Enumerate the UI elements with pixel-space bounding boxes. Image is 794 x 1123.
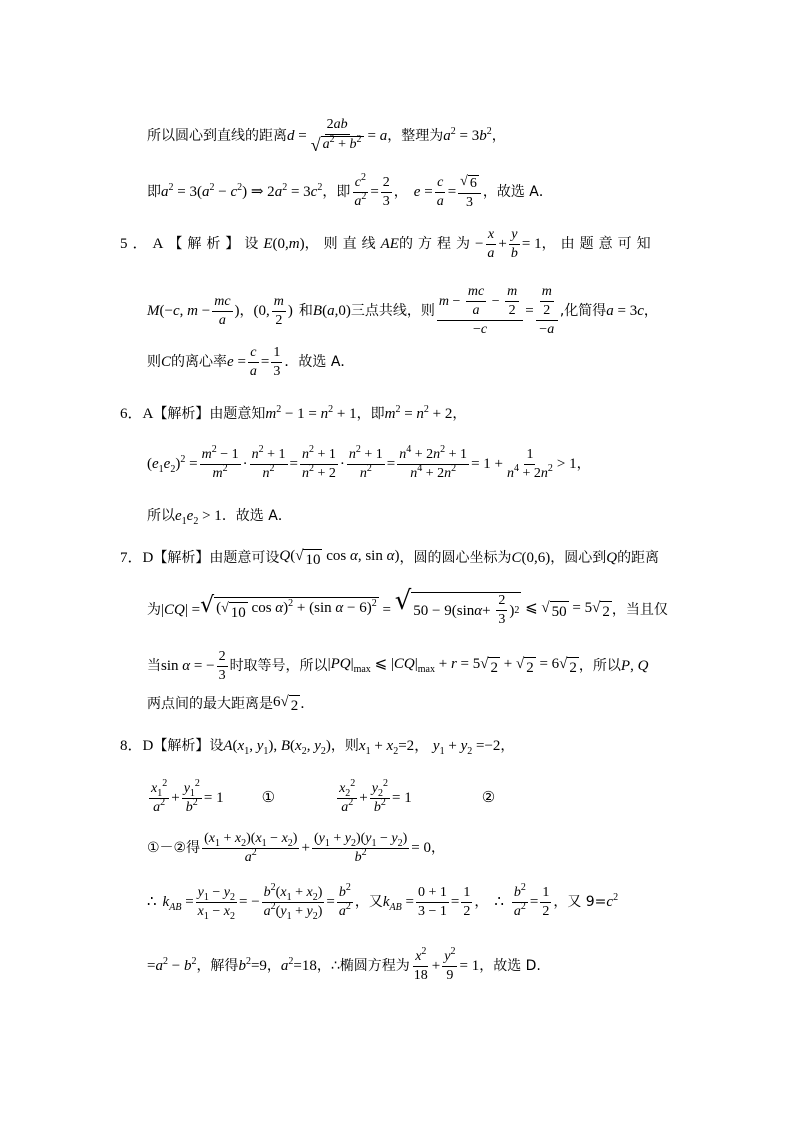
text: 设 xyxy=(209,738,224,754)
formula: E(0,m) xyxy=(263,236,305,252)
text: ， xyxy=(452,406,467,422)
formula: $|PQ|_{max}$ ⩽ $|CQ|_{max} + r = 5$ √ 2 + √ 2 = 6 √ 2 xyxy=(327,656,577,676)
formula: = xyxy=(447,184,457,200)
text: 时取等号，所以 xyxy=(229,658,328,674)
tag: 【解析】 xyxy=(168,236,245,252)
tag: 【解析】 xyxy=(153,738,210,754)
formula: = xyxy=(326,894,335,910)
answer: A xyxy=(152,236,169,252)
formula: M(−c, m − xyxy=(147,303,211,319)
text: ， xyxy=(643,303,658,319)
formula: = 1 xyxy=(203,790,224,806)
text: 由题意可设 xyxy=(209,550,280,566)
fraction: $\frac{n^2 + 1}{n^2}$ xyxy=(251,443,286,481)
formula: = xyxy=(525,303,534,319)
text: ，则 xyxy=(330,738,359,754)
problem-7-line-3 xyxy=(147,646,754,686)
formula: = xyxy=(450,894,460,910)
formula: + xyxy=(171,790,180,806)
text: ， xyxy=(576,456,591,472)
fraction: $(x_1 + x_2)(x_1 - x_2)$ $a^2$ xyxy=(204,830,298,865)
formula: e = xyxy=(413,184,433,200)
fraction: $\frac{b^2}{a^2}$ xyxy=(338,881,351,919)
fraction: $\frac{\frac{m}{2}}{-a}$ xyxy=(536,284,558,338)
fraction: √ 6 3 xyxy=(458,174,481,211)
formula: $m^2 - 1 = n^2 + 1$ xyxy=(265,404,357,422)
fraction: m 2 xyxy=(273,293,284,328)
formula: = a xyxy=(367,128,388,144)
tag: 【解析】 xyxy=(153,406,210,422)
formula: = xyxy=(260,354,270,370)
text: ，当且仅 xyxy=(611,602,668,618)
formula: Q xyxy=(606,550,618,566)
formula: $a^2 = 3(a^2 - c^2)$ ⇒ $2a^2 = 3c^2$ xyxy=(161,182,323,200)
formula: a = 3c xyxy=(606,303,644,319)
formula: · xyxy=(242,456,248,472)
formula: + xyxy=(301,840,310,856)
problem-5-line-2 xyxy=(147,286,754,336)
formula: $c^2$ xyxy=(606,892,619,910)
formula: C xyxy=(161,354,172,370)
formula: · xyxy=(339,456,345,472)
problem-8-line-2 xyxy=(147,776,754,820)
fraction: $\frac{m^2 - 1}{m^2}$ xyxy=(201,443,239,481)
therefore: ∴ xyxy=(494,894,504,910)
formula: $k_{AB}$ = xyxy=(382,894,414,913)
formula: = xyxy=(289,456,298,472)
formula: B(a,0) xyxy=(312,303,351,319)
formula: C(0,6) xyxy=(511,550,551,566)
text: 两点间的最大距离是 xyxy=(147,696,273,712)
text: ，所以 xyxy=(578,658,621,674)
text: ， xyxy=(431,840,446,856)
fraction: $\frac{1}{2}$ xyxy=(463,884,471,919)
line-2 xyxy=(147,172,754,212)
fraction: $\frac{1}{3}$ xyxy=(273,344,281,379)
text: 所以圆心到直线的距离 xyxy=(147,128,287,144)
text: ， xyxy=(266,958,281,974)
text: ，圆的圆心坐标为 xyxy=(399,550,512,566)
text: 则 xyxy=(147,354,161,370)
fraction: $\frac{n^4 + 2n^2 + 1}{n^4 + 2n^2}$ xyxy=(399,443,468,481)
formula: ) xyxy=(287,303,293,319)
text: ，又 9= xyxy=(553,894,607,910)
fraction: $\frac{y_2^2}{b^2}$ xyxy=(371,777,388,815)
text: ， xyxy=(239,303,254,319)
problem-7-line-1 xyxy=(120,546,754,570)
formula: = 1 xyxy=(521,236,542,252)
formula: = 0 xyxy=(411,840,432,856)
formula: AE xyxy=(380,236,399,252)
formula: $x_1 + x_2=2$， $y_1 + y_2 =-2$ xyxy=(358,738,501,757)
text: 的方程为 xyxy=(398,236,475,252)
formula: + xyxy=(498,236,507,252)
text: 由题意知 xyxy=(209,406,266,422)
formula: $(e_1e_2)^2$ = xyxy=(147,454,198,475)
problem-8-line-5 xyxy=(147,944,754,988)
formula: = xyxy=(386,456,396,472)
formula: sin α = − xyxy=(161,658,215,674)
text: 的距离 xyxy=(617,550,660,566)
circled-one: ① xyxy=(261,790,276,806)
formula: = xyxy=(378,602,395,618)
formula: ⩽ √ 50 = 5 √ 2 xyxy=(521,600,610,620)
text: ,化简得 xyxy=(559,303,607,319)
text: 三点共线，则 xyxy=(350,303,435,319)
text: ，解得 xyxy=(196,958,239,974)
problem-5-line-3 xyxy=(147,342,754,382)
formula: + xyxy=(359,790,368,806)
therefore: ∴ xyxy=(147,894,157,910)
fraction: $\frac{c}{a}$ xyxy=(249,344,257,379)
text: 的离心率 xyxy=(171,354,228,370)
formula: e = xyxy=(227,354,246,370)
text: 为 xyxy=(147,602,161,618)
text: 所以 xyxy=(147,508,175,524)
problem-8-line-3 xyxy=(147,826,754,870)
fraction: $\frac{(y_1 + y_2)(y_1 - y_2)}{b^2}$ xyxy=(313,830,408,865)
formula: ) xyxy=(234,303,240,319)
text: 和 xyxy=(298,303,313,319)
formula: = 1 xyxy=(459,958,480,974)
fraction: $x_2^2$ $a^2$ xyxy=(339,777,356,815)
text: 设 xyxy=(244,236,264,252)
formula: $a^2 = 3b^2$ xyxy=(443,126,492,144)
fraction: m − mc a − m 2 −c xyxy=(437,284,523,338)
fraction: $\frac{1}{n^4 + 2n^2}$ xyxy=(506,446,553,481)
fraction: $\frac{n^2 + 1}{n^2 + 2}$ xyxy=(301,443,336,481)
fraction: $\frac{1}{2}$ xyxy=(542,884,550,919)
formula: P, Q xyxy=(620,658,649,674)
fraction: $\frac{0 + 1}{3 - 1}$ xyxy=(417,884,447,919)
fraction: $\frac{y^2}{9}$ xyxy=(444,945,456,983)
text: ，故选 A． xyxy=(482,184,553,200)
formula: $k_{AB}$ = xyxy=(162,894,194,913)
text: ．故选 A． xyxy=(284,354,355,370)
text: ． xyxy=(300,696,315,712)
formula: $b^2=9$ xyxy=(238,956,267,974)
fraction: $\frac{2}{3}$ xyxy=(218,648,226,683)
text: ， xyxy=(393,184,408,200)
formula: 6 √ 2 xyxy=(273,694,299,714)
fraction: 2ab √ $a^2 + b^2$ xyxy=(310,116,362,155)
text: ，故选 D. xyxy=(479,958,541,974)
answer: D xyxy=(142,738,154,754)
fraction: $\frac{y_1^2}{b^2}$ xyxy=(183,777,200,815)
formula: $m^2 = n^2 + 2$ xyxy=(384,404,453,422)
fraction: $\frac{x}{a}$ xyxy=(487,226,495,261)
text: ，即 xyxy=(322,184,351,200)
text: ， xyxy=(500,738,515,754)
formula: $=a^2 - b^2$ xyxy=(147,956,197,974)
fraction: $\frac{y_1 - y_2}{x_1 - x_2}$ xyxy=(197,884,235,922)
problem-5-line-1 xyxy=(120,224,754,264)
fraction: $x^2$ 18 xyxy=(413,945,428,983)
formula: d = xyxy=(287,128,307,144)
text: ，又 xyxy=(354,894,383,910)
formula: |CQ| = xyxy=(161,602,201,618)
fraction: $\frac{c^2}{a^2}$ xyxy=(354,171,367,209)
problem-number: 6． xyxy=(120,406,143,422)
fraction: $\frac{2}{3}$ xyxy=(382,174,390,209)
text: 即 xyxy=(147,184,161,200)
text: ．故选 A． xyxy=(221,508,292,524)
problem-8-line-4 xyxy=(147,880,754,924)
problem-6-line-2 xyxy=(147,444,754,484)
text: ①－②得 xyxy=(147,840,201,856)
formula: = − xyxy=(239,894,260,910)
fraction: $\frac{c}{a}$ xyxy=(436,174,444,209)
problem-8-line-1 xyxy=(120,734,754,758)
sqrt: √ 50 − 9(sin α + 2 3 ) 2 xyxy=(394,586,520,627)
formula: (0, xyxy=(253,303,270,319)
formula: − xyxy=(474,236,484,252)
tag: 【解析】 xyxy=(153,550,210,566)
problem-6-line-3 xyxy=(147,504,754,528)
formula: $A(x_1$, $y_1$), $B(x_2$, $y_2$) xyxy=(223,738,331,757)
formula: $a^2=18$ xyxy=(280,956,317,974)
formula: Q( √ 10 cos α, sin α) xyxy=(279,548,400,568)
formula: = xyxy=(370,184,379,200)
sqrt: √ ( √ 10 cos α)$^2$ + (sin α − 6)$^2$ xyxy=(200,593,377,621)
circled-two: ② xyxy=(481,790,496,806)
fraction: $\frac{y}{b}$ xyxy=(510,226,518,261)
problem-7-line-4 xyxy=(147,692,754,716)
text: ，即 xyxy=(356,406,385,422)
problem-number: 7． xyxy=(120,550,143,566)
text: ， xyxy=(491,128,506,144)
line-1 xyxy=(147,116,754,156)
fraction: $\frac{b^2(x_1 + x_2)}{a^2(y_1 + y_2)}$ xyxy=(263,881,323,922)
fraction: $\frac{mc}{a}$ xyxy=(214,293,231,328)
problem-7-line-2 xyxy=(147,586,754,630)
formula: $e_1e_2 > 1$ xyxy=(175,508,222,527)
answer: D xyxy=(142,550,154,566)
fraction: $x_1^2$ $a^2$ xyxy=(151,777,168,815)
text: ，由题意可知 xyxy=(541,236,656,252)
formula: = xyxy=(529,894,539,910)
formula: = 1 + xyxy=(471,456,503,472)
formula: > 1 xyxy=(556,456,577,472)
text: ，则直线 xyxy=(304,236,381,252)
problem-number: 5． xyxy=(120,236,153,252)
formula: + xyxy=(431,958,441,974)
text: ，整理为 xyxy=(387,128,444,144)
text: ，∴椭圆方程为 xyxy=(316,958,410,974)
problem-number: 8． xyxy=(120,738,143,754)
problem-6-line-1 xyxy=(120,402,754,426)
fraction: $\frac{n^2 + 1}{n^2}$ xyxy=(348,443,383,481)
answer: A xyxy=(142,406,154,422)
text: ，圆心到 xyxy=(550,550,607,566)
text: 当 xyxy=(147,658,161,674)
formula: = 1 xyxy=(391,790,412,806)
text: ， xyxy=(474,894,489,910)
fraction: $\frac{b^2}{a^2}$ xyxy=(513,881,526,919)
